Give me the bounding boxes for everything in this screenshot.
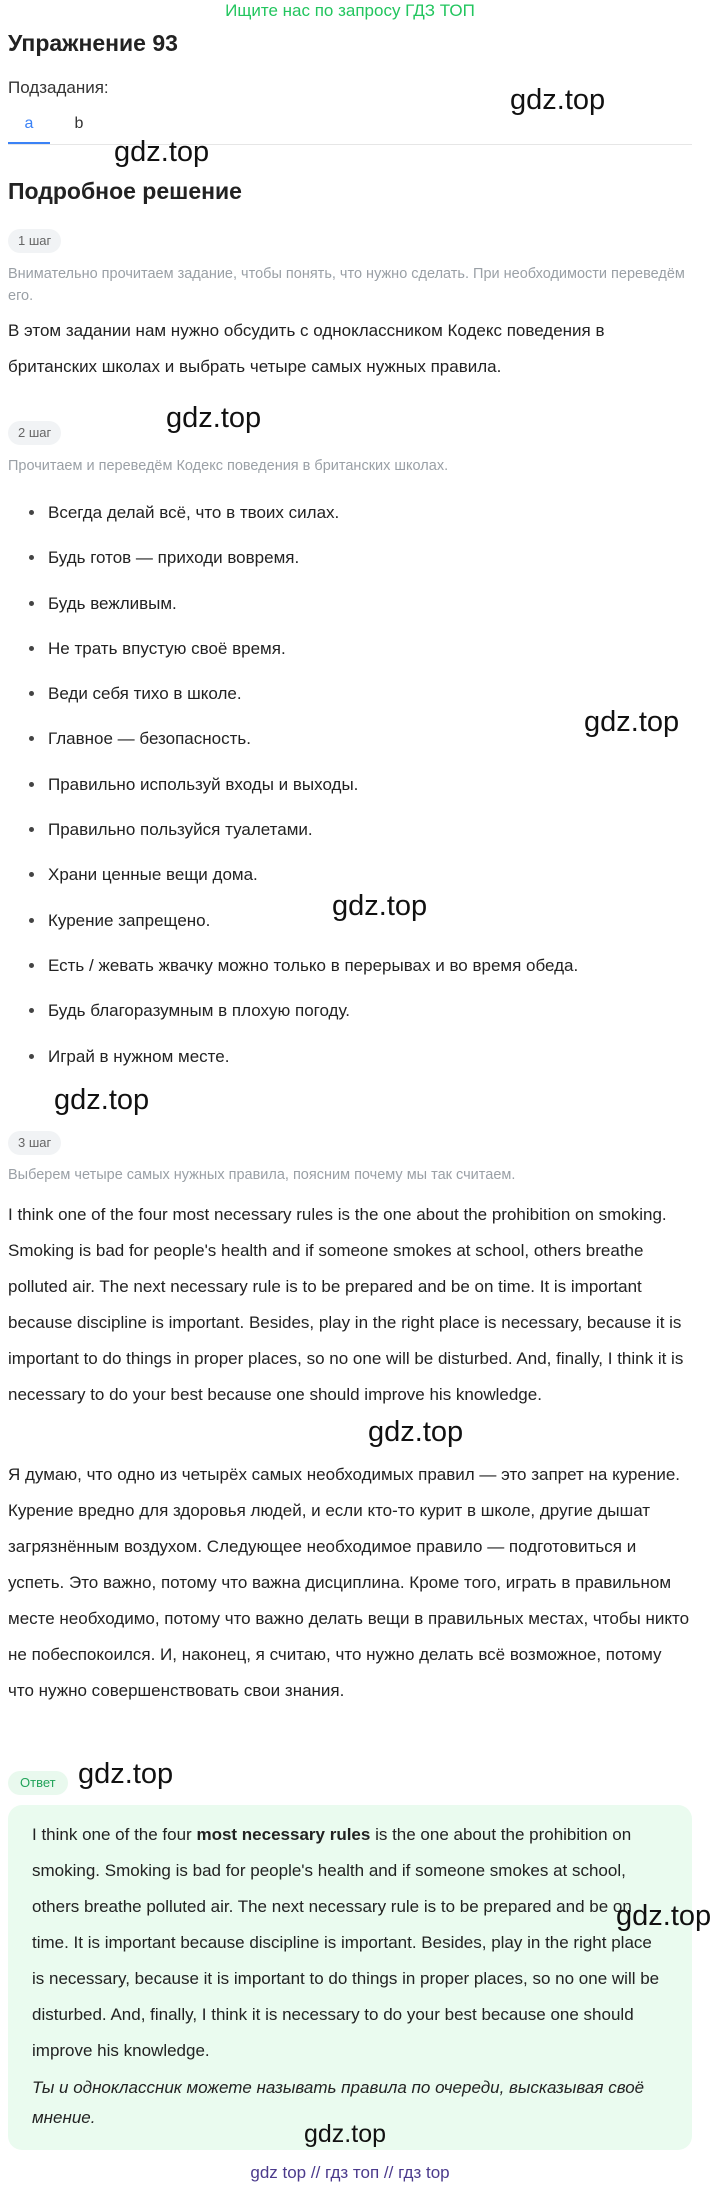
tab-b[interactable]: b bbox=[74, 115, 84, 132]
tab-a[interactable]: a bbox=[8, 112, 50, 144]
step-1-text: В этом задании нам нужно обсудить с одноклассником Кодекс поведения в британских школах и выбрать четыре самых нужных правила. bbox=[8, 321, 605, 376]
step-2-note: Прочитаем и переведём Кодекс поведения в британских школах. bbox=[8, 458, 449, 474]
footer-links bbox=[0, 2162, 700, 2184]
step-1-note: Внимательно прочитаем задание, чтобы понять, что нужно сделать. При необходимости переведём его. bbox=[8, 266, 685, 304]
list-item: Правильно пользуйся туалетами. bbox=[8, 807, 692, 852]
list-item: Играй в нужном месте. bbox=[8, 1034, 692, 1079]
answer-text-bold: most necessary rules bbox=[196, 1825, 371, 1844]
top-banner: Ищите нас по запросу ГДЗ ТОП bbox=[225, 1, 475, 20]
answer-text-before: I think one of the four bbox=[32, 1825, 197, 1844]
footer-separator: // bbox=[310, 2163, 321, 2182]
step-3-text-en: I think one of the four most necessary rules is the one about the prohibition on smoking. Smoking is bad for people's health and if someone smokes at school, others breathe polluted air. The next necessary rule is to be prepared and be on time. It is important because discipline is important. Besides, play in the right place is necessary, because it is important to do things in proper places, so no one will be disturbed. And, finally, I think it is necessary to do your best because one should improve his knowledge. bbox=[8, 1205, 684, 1404]
list-item: Не трать впустую своё время. bbox=[8, 626, 692, 671]
footer-link-gdz-top-ru[interactable]: гдз топ bbox=[325, 2163, 380, 2182]
watermark: gdz.top bbox=[304, 2120, 387, 2148]
watermark: gdz.top bbox=[616, 1900, 711, 1932]
list-item: Всегда делай всё, что в твоих силах. bbox=[8, 490, 692, 535]
footer-separator: // bbox=[383, 2163, 394, 2182]
rules-list bbox=[8, 490, 692, 1079]
answer-text-after: is the one about the prohibition on smoking. Smoking is bad for people's health and if someone smokes at school, others breathe polluted air. The next necessary rule is to be prepared and be on time. It is important because discipline is important. Besides, play in the right place is necessary, because it is important to do things in proper places, so no one will be disturbed. And, finally, I think it is necessary to do your best because one should improve his knowledge. bbox=[32, 1825, 660, 2060]
watermark: gdz.top bbox=[368, 1416, 464, 1448]
footer-link-gdz-top[interactable]: gdz top bbox=[250, 2163, 307, 2182]
step-3-text-ru: Я думаю, что одно из четырёх самых необходимых правил — это запрет на курение. Курение вредно для здоровья людей, и если кто-то курит в школе, другие дышат загрязнённым воздухом. Следующее необходимое правило — подготовиться и успеть. Это важно, потому что важна дисциплина. Кроме того, играть в правильном месте необходимо, потому что важно делать вещи в правильных местах, чтобы никто не побеспокоился. И, наконец, я считаю, что нужно делать всё возможное, потому что нужно совершенствовать свои знания. bbox=[8, 1465, 690, 1700]
list-item: Есть / жевать жвачку можно только в перерывах и во время обеда. bbox=[8, 943, 692, 988]
footer-link-gdz-top-mixed[interactable]: гдз top bbox=[398, 2163, 450, 2182]
answer-text bbox=[32, 1817, 668, 2069]
list-item: Будь вежливым. bbox=[8, 581, 692, 626]
watermark: gdz.top bbox=[78, 1758, 174, 1790]
watermark: gdz.top bbox=[510, 84, 606, 116]
answer-badge: Ответ bbox=[8, 1771, 68, 1795]
answer-box bbox=[8, 1805, 692, 2150]
watermark: gdz.top bbox=[166, 402, 262, 434]
list-item: Будь благоразумным в плохую погоду. bbox=[8, 988, 692, 1033]
step-1-badge: 1 шаг bbox=[8, 229, 61, 253]
list-item: Главное — безопасность. bbox=[8, 716, 692, 761]
list-item: Курение запрещено. bbox=[8, 898, 692, 943]
step-2-badge: 2 шаг bbox=[8, 421, 61, 445]
page-title: Упражнение 93 bbox=[8, 30, 178, 56]
watermark: gdz.top bbox=[584, 706, 680, 738]
section-title: Подробное решение bbox=[8, 178, 242, 204]
watermark: gdz.top bbox=[54, 1084, 150, 1116]
answer-note: Ты и одноклассник можете называть правила по очереди, высказывая своё мнение. bbox=[32, 2078, 645, 2127]
list-item: Храни ценные вещи дома. bbox=[8, 852, 692, 897]
list-item: Будь готов — приходи вовремя. bbox=[8, 535, 692, 580]
subtasks-label: Подзадания: bbox=[8, 78, 109, 97]
step-3-badge: 3 шаг bbox=[8, 1131, 61, 1155]
step-3-note: Выберем четыре самых нужных правила, поясним почему мы так считаем. bbox=[8, 1167, 516, 1183]
list-item: Веди себя тихо в школе. bbox=[8, 671, 692, 716]
watermark: gdz.top bbox=[114, 136, 210, 168]
watermark: gdz.top bbox=[332, 890, 428, 922]
list-item: Правильно используй входы и выходы. bbox=[8, 762, 692, 807]
